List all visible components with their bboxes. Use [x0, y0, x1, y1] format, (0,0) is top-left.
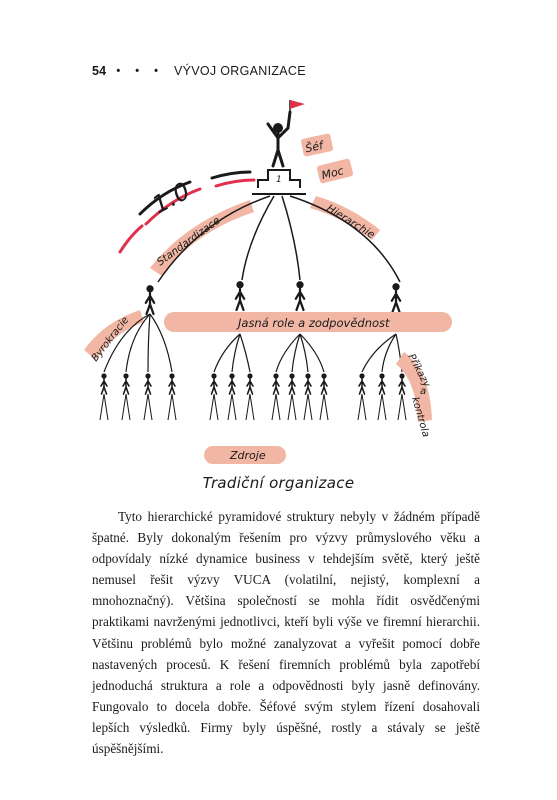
label-jasna-role: Jasná role a zodpovědnost [238, 316, 390, 330]
label-hierarchie: Hierarchie [324, 202, 377, 242]
podium-number: 1 [276, 175, 282, 185]
header-separator: • • • [116, 65, 164, 77]
page-number: 54 [92, 64, 107, 78]
version-label: 1.0 [147, 176, 195, 220]
label-zdroje: Zdroje [230, 449, 266, 462]
staff-lines [100, 394, 406, 420]
label-a: a [420, 386, 427, 397]
figure-caption: Tradiční organizace [202, 474, 355, 492]
body-paragraph: Tyto hierarchické pyramidové struktury nebyly v žádném případě špatné. Byly dokonalým řešením pro výzvy průmyslového věku a odpovídaly nízké dynamice business v tehdejším světě, který ještě nemusel řešit výzvy VUCA (volatilní, nejistý, komplexní a mnohoznačný). Většina společností se mohla řídit osvědčenými praktikami navrženými jednotlivci, kteří byli výše ve firemní hierarchii. Většinu problémů bylo možné zanalyzovat a vyřešit pomocí dobře nastavených procesů. K řešení firemních problémů byla zapotřebí jednoduchá struktura a role a odpovědnosti byly jasně definovány. Fungovalo to docela dobře. Šéfové svým stylem řízení dosahovali lepších výsledků. Firmy byly úspěšné, rostly a stávaly se ještě úspěšnějšími. [92, 509, 480, 757]
label-moc: Moc [320, 164, 345, 183]
chapter-title: VÝVOJ ORGANIZACE [173, 64, 306, 78]
chief-figure [268, 100, 305, 166]
team-members [101, 373, 405, 394]
label-kontrola: kontrola [409, 395, 432, 439]
label-prikazy: Příkazy [405, 352, 432, 390]
managers [146, 281, 400, 314]
label-byrokracie: Byrokracie [89, 314, 132, 364]
label-standardizace: Standardizace [154, 214, 223, 269]
label-sef: Šéf [304, 138, 325, 156]
